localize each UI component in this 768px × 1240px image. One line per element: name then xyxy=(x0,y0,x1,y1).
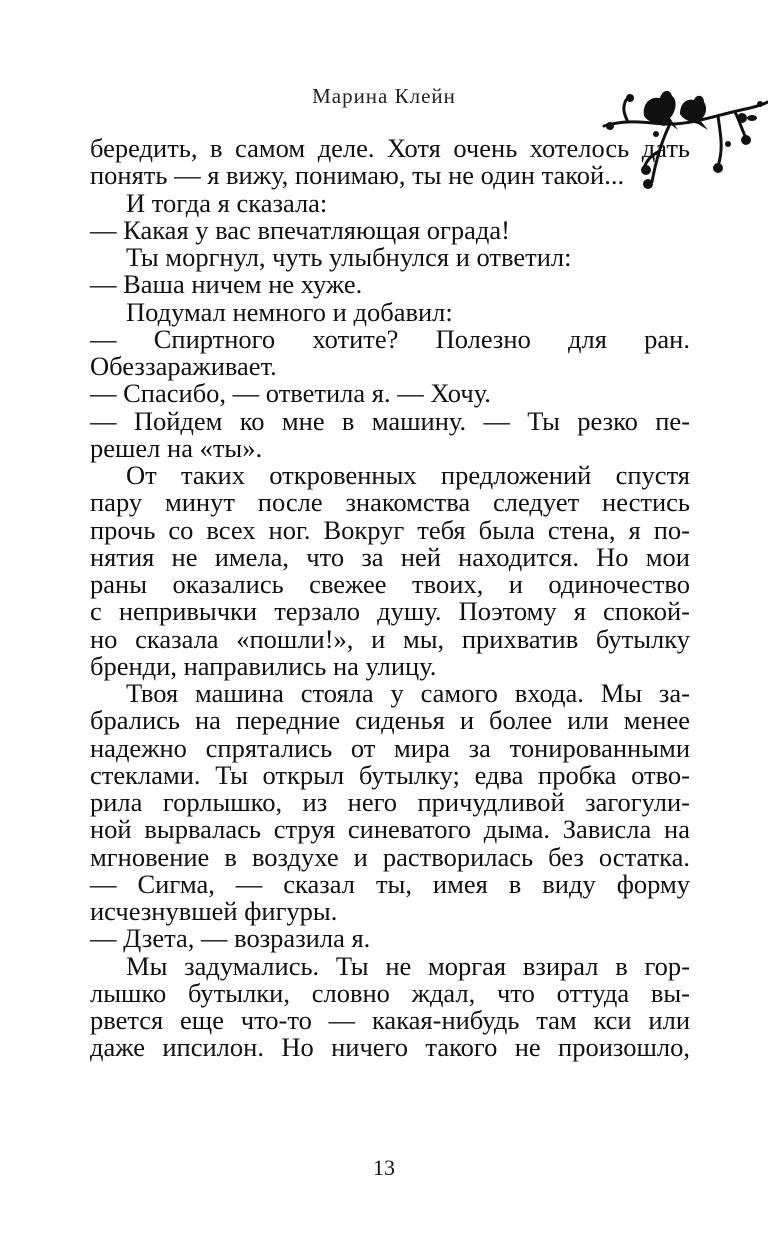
text-line: ной вырвалась струя синеватого дыма. Зависла на xyxy=(90,814,690,845)
text-line: — Какая у вас впечатляющая ограда! xyxy=(90,214,510,245)
text-line: рвется еще что-то — какая-нибудь там кси или xyxy=(90,1005,690,1035)
text-line: — Сигма, — сказал ты, имея в виду форму xyxy=(90,868,690,899)
text-line: рила горлышко, из него причудливой загогули- xyxy=(90,787,690,817)
text-line: пару минут после знакомства следует нестись xyxy=(90,487,690,518)
text-line: Подумал немного и добавил: xyxy=(126,296,453,327)
text-line: исчезнувшей фигуры. xyxy=(90,896,338,926)
body-text xyxy=(90,135,690,1062)
text-line: Обеззараживает. xyxy=(90,351,277,381)
text-line: — Пойдем ко мне в машину. — Ты резко пе- xyxy=(90,405,690,436)
text-line: прочь со всех ног. Вокруг тебя была стена, я по- xyxy=(90,514,690,545)
text-line: надежно спрятались от мира за тонированными xyxy=(90,732,690,763)
running-head-author: Марина Клейн xyxy=(312,84,456,108)
text-line: мгновение в воздухе и растворилась без остатка. xyxy=(90,841,690,872)
text-line: От таких откровенных предложений спустя xyxy=(126,460,690,490)
text-line: понять — я вижу, понимаю, ты не один такой... xyxy=(90,160,625,191)
text-line: даже ипсилон. Но ничего такого не произошло, xyxy=(90,1032,690,1063)
text-line: Твоя машина стояла у самого входа. Мы за- xyxy=(126,678,690,708)
page-number: 13 xyxy=(373,1155,395,1180)
text-line: лышко бутылки, словно ждал, что оттуда вы- xyxy=(90,977,690,1008)
text-line: брались на передние сиденья и более или менее xyxy=(90,705,690,736)
text-line: — Дзета, — возразила я. xyxy=(90,923,371,954)
text-line: стеклами. Ты открыл бутылку; едва пробка отво- xyxy=(90,759,690,790)
text-line: бренди, направились на улицу. xyxy=(90,650,437,681)
text-line: бередить, в самом деле. Хотя очень хотелось дать xyxy=(90,133,690,163)
text-line: — Ваша ничем не хуже. xyxy=(90,269,363,300)
text-line: Мы задумались. Ты не моргая взирал в гор- xyxy=(126,950,690,981)
bird-right-icon xyxy=(680,96,708,130)
text-line: — Спасибо, — ответила я. — Хочу. xyxy=(90,378,491,409)
text-line: Ты моргнул, чуть улыбнулся и ответил: xyxy=(126,242,572,272)
text-line: с непривычки терзало душу. Поэтому я спокой- xyxy=(90,596,690,627)
text-line: но сказала «пошли!», и мы, прихватив бутылку xyxy=(90,623,690,654)
text-line: нятия не имела, что за ней находится. Но мои xyxy=(90,541,690,572)
text-line: раны оказались свежее твоих, и одиночество xyxy=(90,569,690,599)
text-line: решел на «ты». xyxy=(90,432,263,463)
text-line: — Спиртного хотите? Полезно для ран. xyxy=(90,323,690,354)
text-line: И тогда я сказала: xyxy=(126,187,328,218)
